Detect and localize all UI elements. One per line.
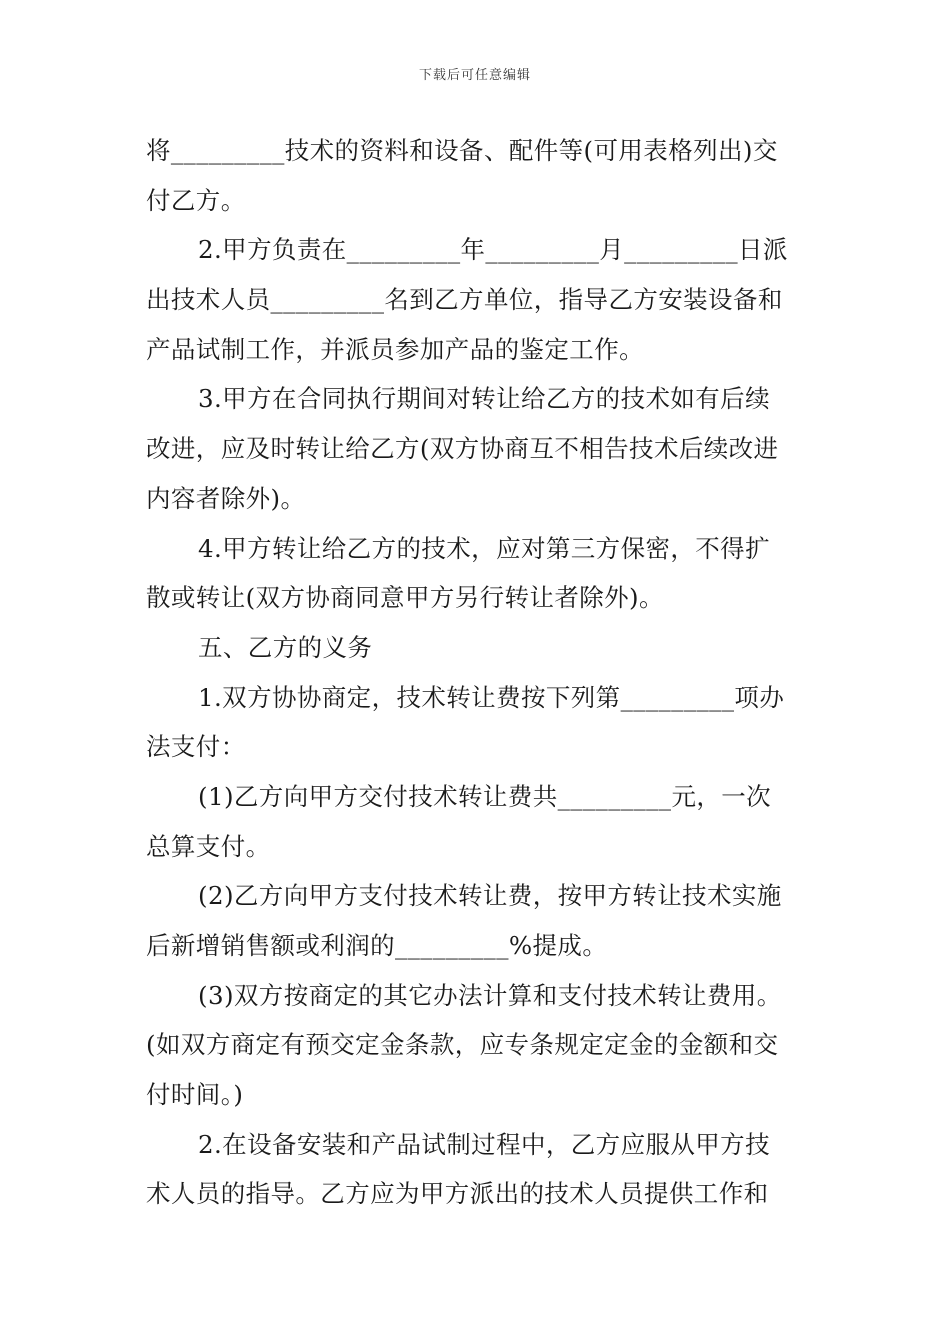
text-line: 出技术人员_________名到乙方单位，指导乙方安装设备和 [146, 285, 783, 315]
text-line: 法支付： [146, 732, 246, 762]
text-line: 总算支付。 [146, 831, 271, 861]
text-line: 后新增销售额或利润的_________%提成。 [146, 931, 608, 960]
text-line: 3.甲方在合同执行期间对转让给乙方的技术如有后续 [198, 384, 770, 414]
text-line: (1)乙方向甲方交付技术转让费共_________元，一次 [198, 781, 772, 811]
page-header: 下载后可任意编辑 [418, 68, 531, 83]
text-line: 2.甲方负责在_________年_________月_________日派 [198, 235, 788, 265]
text-line: 2.在设备安装和产品试制过程中，乙方应服从甲方技 [198, 1129, 770, 1159]
section-heading: 五、乙方的义务 [198, 632, 373, 662]
text-line: 将_________技术的资料和设备、配件等(可用表格列出)交 [146, 136, 778, 165]
text-line: 产品试制工作，并派员参加产品的鉴定工作。 [146, 334, 644, 364]
text-line: 内容者除外)。 [146, 483, 306, 513]
text-line: 散或转让(双方协商同意甲方另行转让者除外)。 [146, 583, 664, 613]
text-line: 付乙方。 [146, 185, 246, 215]
text-line: 术人员的指导。乙方应为甲方派出的技术人员提供工作和 [146, 1179, 769, 1209]
text-line: 1.双方协协商定，技术转让费按下列第_________项办 [198, 682, 785, 712]
text-line: 改进，应及时转让给乙方(双方协商互不相告技术后续改进 [146, 434, 779, 464]
text-line: (2)乙方向甲方支付技术转让费，按甲方转让技术实施 [198, 881, 782, 911]
text-line: (3)双方按商定的其它办法计算和支付技术转让费用。 [198, 980, 782, 1010]
text-line: (如双方商定有预交定金条款，应专条规定定金的金额和交 [146, 1030, 779, 1060]
text-line: 付时间。) [146, 1080, 244, 1110]
text-line: 4.甲方转让给乙方的技术，应对第三方保密，不得扩 [198, 533, 770, 563]
document-body [146, 126, 814, 1219]
